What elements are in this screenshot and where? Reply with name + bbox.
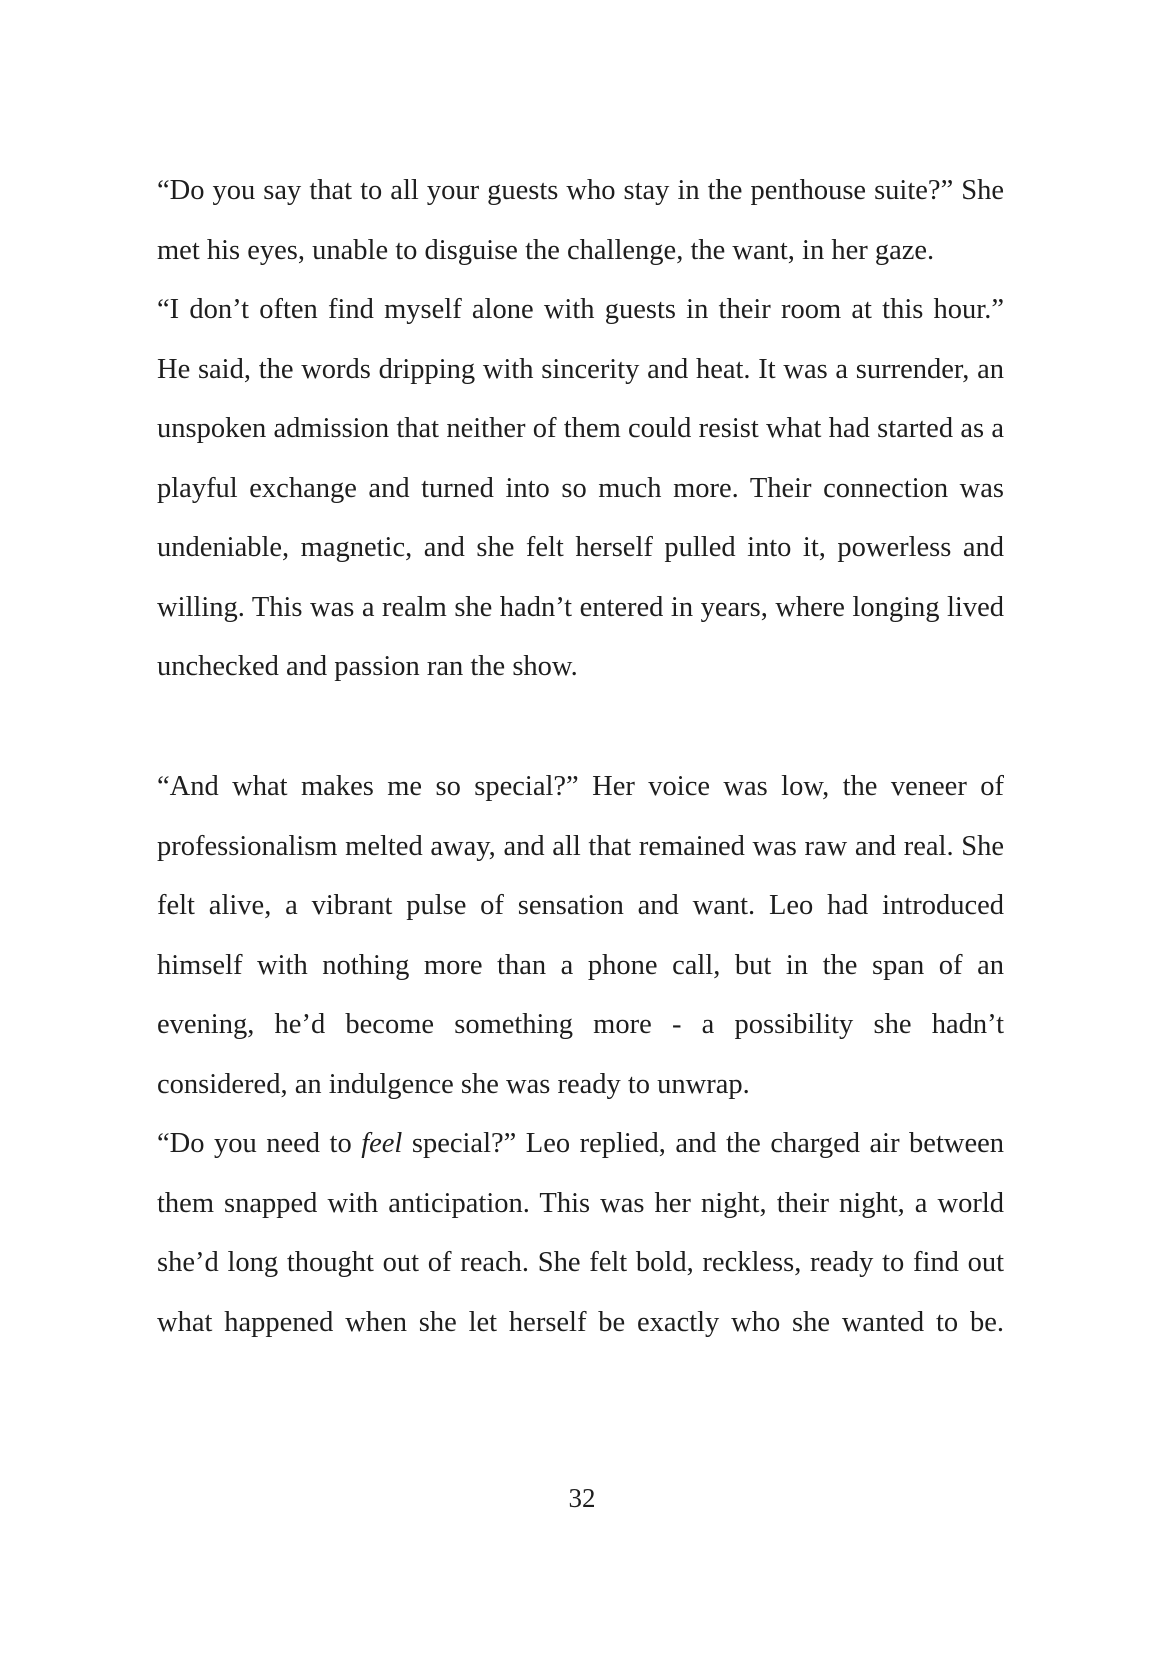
text-section-2: [157, 757, 1004, 1352]
text-section-1: [157, 161, 1004, 697]
paragraph-1: “Do you say that to all your guests who stay in the penthouse suite?” She met his eyes, unable to disguise the challenge, the want, in her gaze.: [157, 175, 1004, 266]
paragraph-4-start: “Do you need to: [157, 1128, 362, 1159]
paragraph-4: [157, 1114, 1004, 1352]
page-number: 32: [568, 1483, 596, 1513]
emphasized-word: feel: [361, 1128, 403, 1159]
paragraph-3: “And what makes me so special?” Her voice was low, the veneer of professionalism melted away, and all that remained was raw and real. She felt alive, a vibrant pulse of sensation and want. Leo had introduced himself with nothing more than a phone call, but in the span of an evening, he’d become something more - a possibility she hadn’t considered, an indulgence she was ready to unwrap.: [157, 771, 1004, 1100]
paragraph-4-end: special?” Leo replied, and the charged air between them snapped with anticipation. This was her night, their night, a world she’d long thought out of reach. She felt bold, reckless, ready to find out what happened when she let herself be exactly who she wanted to be.: [157, 1128, 1005, 1338]
paragraph-2: “I don’t often find myself alone with guests in their room at this hour.” He said, the words dripping with sincerity and heat. It was a surrender, an unspoken admission that neither of them could resist what had started as a playful exchange and turned into so much more. Their connection was undeniable, magnetic, and she felt herself pulled into it, powerless and willing. This was a realm she hadn’t entered in years, where longing lived unchecked and passion ran the show.: [157, 294, 1004, 682]
